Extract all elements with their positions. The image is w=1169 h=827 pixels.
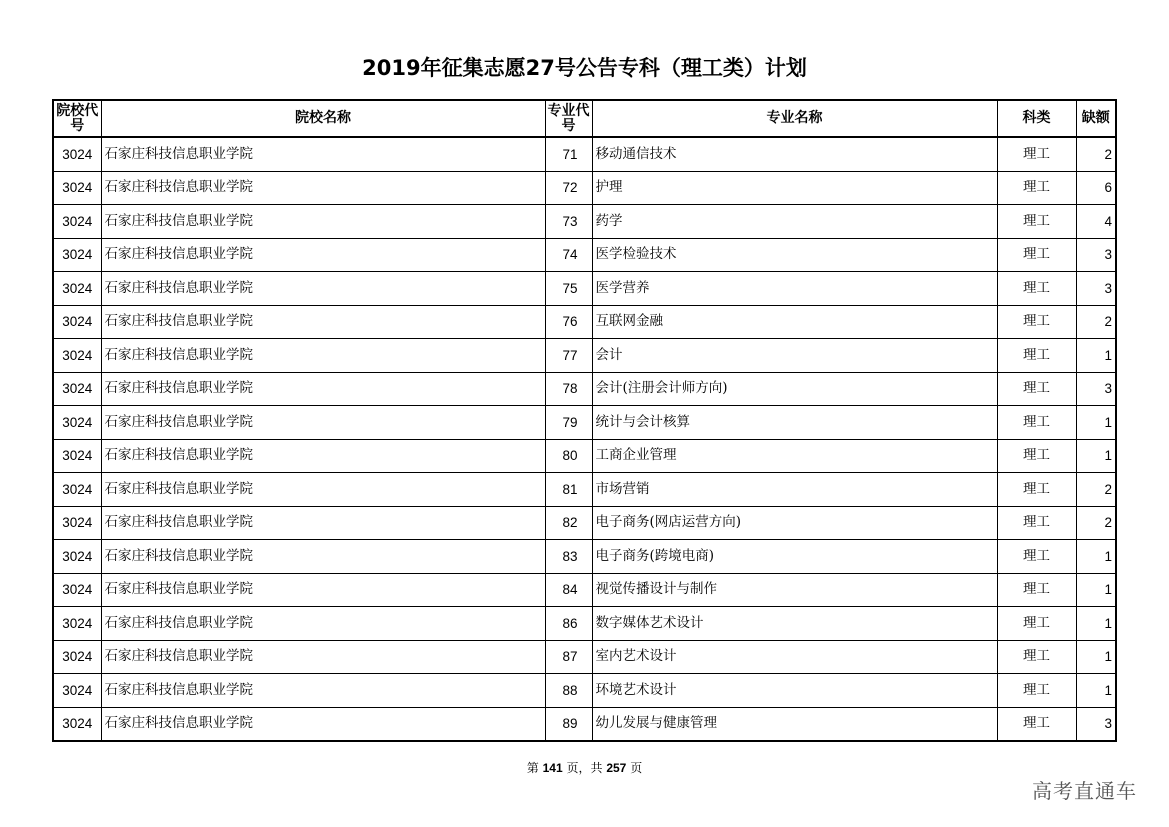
cell-school-code: 3024 [53, 573, 101, 607]
cell-major-name: 统计与会计核算 [592, 406, 997, 440]
cell-major-code: 84 [545, 573, 592, 607]
cell-school-code: 3024 [53, 137, 101, 171]
cell-school-code: 3024 [53, 506, 101, 540]
cell-category: 理工 [997, 607, 1076, 641]
cell-category: 理工 [997, 238, 1076, 272]
cell-major-code: 87 [545, 640, 592, 674]
cell-major-code: 86 [545, 607, 592, 641]
cell-category: 理工 [997, 406, 1076, 440]
cell-vacancy: 4 [1076, 205, 1116, 239]
footer-page-number: 141 [542, 761, 563, 775]
cell-major-name: 数字媒体艺术设计 [592, 607, 997, 641]
cell-major-name: 会计 [592, 339, 997, 373]
table-row [53, 238, 1116, 272]
cell-school-code: 3024 [53, 372, 101, 406]
header-major-code: 专业代号 [545, 100, 592, 137]
table-row [53, 707, 1116, 741]
cell-category: 理工 [997, 674, 1076, 708]
cell-school-code: 3024 [53, 674, 101, 708]
cell-school-name: 石家庄科技信息职业学院 [101, 707, 545, 741]
cell-school-name: 石家庄科技信息职业学院 [101, 305, 545, 339]
cell-category: 理工 [997, 473, 1076, 507]
cell-school-code: 3024 [53, 305, 101, 339]
cell-major-name: 移动通信技术 [592, 137, 997, 171]
cell-school-name: 石家庄科技信息职业学院 [101, 272, 545, 306]
table-row [53, 372, 1116, 406]
cell-major-name: 室内艺术设计 [592, 640, 997, 674]
page-title: 2019年征集志愿27号公告专科（理工类）计划 [362, 56, 807, 80]
watermark: 高考直通车 [1032, 779, 1137, 803]
cell-category: 理工 [997, 640, 1076, 674]
cell-school-name: 石家庄科技信息职业学院 [101, 372, 545, 406]
cell-major-name: 会计(注册会计师方向) [592, 372, 997, 406]
cell-category: 理工 [997, 372, 1076, 406]
cell-school-code: 3024 [53, 406, 101, 440]
cell-category: 理工 [997, 137, 1076, 171]
cell-category: 理工 [997, 272, 1076, 306]
cell-category: 理工 [997, 171, 1076, 205]
table-row [53, 540, 1116, 574]
cell-school-name: 石家庄科技信息职业学院 [101, 205, 545, 239]
cell-school-name: 石家庄科技信息职业学院 [101, 674, 545, 708]
cell-major-name: 电子商务(网店运营方向) [592, 506, 997, 540]
cell-school-name: 石家庄科技信息职业学院 [101, 238, 545, 272]
table-row [53, 406, 1116, 440]
cell-major-code: 82 [545, 506, 592, 540]
table-row [53, 305, 1116, 339]
cell-vacancy: 2 [1076, 137, 1116, 171]
cell-vacancy: 2 [1076, 506, 1116, 540]
cell-school-code: 3024 [53, 171, 101, 205]
cell-school-code: 3024 [53, 439, 101, 473]
cell-school-name: 石家庄科技信息职业学院 [101, 607, 545, 641]
cell-category: 理工 [997, 439, 1076, 473]
cell-vacancy: 1 [1076, 540, 1116, 574]
table-row [53, 506, 1116, 540]
cell-vacancy: 3 [1076, 238, 1116, 272]
cell-major-name: 医学检验技术 [592, 238, 997, 272]
cell-school-code: 3024 [53, 540, 101, 574]
cell-major-name: 视觉传播设计与制作 [592, 573, 997, 607]
cell-category: 理工 [997, 205, 1076, 239]
table-header-row [53, 100, 1116, 137]
cell-school-code: 3024 [53, 205, 101, 239]
cell-vacancy: 1 [1076, 339, 1116, 373]
cell-school-name: 石家庄科技信息职业学院 [101, 506, 545, 540]
plan-table [52, 99, 1117, 742]
cell-major-name: 幼儿发展与健康管理 [592, 707, 997, 741]
header-vacancy: 缺额 [1076, 100, 1116, 137]
cell-category: 理工 [997, 540, 1076, 574]
cell-school-name: 石家庄科技信息职业学院 [101, 339, 545, 373]
cell-major-code: 88 [545, 674, 592, 708]
cell-school-name: 石家庄科技信息职业学院 [101, 171, 545, 205]
cell-school-code: 3024 [53, 339, 101, 373]
cell-major-name: 护理 [592, 171, 997, 205]
cell-major-name: 医学营养 [592, 272, 997, 306]
cell-category: 理工 [997, 305, 1076, 339]
cell-major-code: 77 [545, 339, 592, 373]
cell-school-name: 石家庄科技信息职业学院 [101, 573, 545, 607]
cell-vacancy: 1 [1076, 406, 1116, 440]
page-footer [0, 759, 1169, 776]
cell-vacancy: 1 [1076, 573, 1116, 607]
cell-major-code: 74 [545, 238, 592, 272]
footer-total-pages: 257 [606, 761, 627, 775]
cell-category: 理工 [997, 573, 1076, 607]
footer-prefix: 第 [526, 761, 539, 775]
table-row [53, 674, 1116, 708]
cell-school-name: 石家庄科技信息职业学院 [101, 439, 545, 473]
cell-school-name: 石家庄科技信息职业学院 [101, 540, 545, 574]
cell-major-code: 81 [545, 473, 592, 507]
cell-vacancy: 1 [1076, 439, 1116, 473]
table-row [53, 171, 1116, 205]
cell-major-code: 72 [545, 171, 592, 205]
cell-major-name: 药学 [592, 205, 997, 239]
cell-school-name: 石家庄科技信息职业学院 [101, 406, 545, 440]
cell-major-code: 71 [545, 137, 592, 171]
cell-vacancy: 2 [1076, 473, 1116, 507]
cell-major-code: 76 [545, 305, 592, 339]
header-category: 科类 [997, 100, 1076, 137]
cell-major-code: 78 [545, 372, 592, 406]
table-row [53, 137, 1116, 171]
cell-major-name: 电子商务(跨境电商) [592, 540, 997, 574]
cell-school-code: 3024 [53, 473, 101, 507]
cell-school-name: 石家庄科技信息职业学院 [101, 137, 545, 171]
table-row [53, 473, 1116, 507]
table-row [53, 272, 1116, 306]
cell-vacancy: 3 [1076, 707, 1116, 741]
cell-school-code: 3024 [53, 607, 101, 641]
cell-category: 理工 [997, 506, 1076, 540]
cell-major-code: 83 [545, 540, 592, 574]
cell-major-code: 79 [545, 406, 592, 440]
cell-major-code: 89 [545, 707, 592, 741]
cell-major-code: 73 [545, 205, 592, 239]
cell-major-name: 环境艺术设计 [592, 674, 997, 708]
cell-major-code: 75 [545, 272, 592, 306]
cell-vacancy: 3 [1076, 272, 1116, 306]
cell-school-name: 石家庄科技信息职业学院 [101, 640, 545, 674]
footer-suffix: 页 [630, 761, 643, 775]
cell-vacancy: 6 [1076, 171, 1116, 205]
cell-vacancy: 1 [1076, 640, 1116, 674]
cell-vacancy: 3 [1076, 372, 1116, 406]
header-school-code: 院校代号 [53, 100, 101, 137]
table-row [53, 573, 1116, 607]
cell-school-code: 3024 [53, 640, 101, 674]
table-row [53, 439, 1116, 473]
table-row [53, 205, 1116, 239]
cell-school-code: 3024 [53, 238, 101, 272]
header-school-name: 院校名称 [101, 100, 545, 137]
table-row [53, 339, 1116, 373]
table-row [53, 640, 1116, 674]
cell-major-name: 市场营销 [592, 473, 997, 507]
cell-school-code: 3024 [53, 707, 101, 741]
cell-vacancy: 2 [1076, 305, 1116, 339]
table-row [53, 607, 1116, 641]
cell-vacancy: 1 [1076, 607, 1116, 641]
cell-school-code: 3024 [53, 272, 101, 306]
header-major-name: 专业名称 [592, 100, 997, 137]
cell-major-code: 80 [545, 439, 592, 473]
footer-middle: 页，共 [566, 761, 603, 775]
cell-category: 理工 [997, 339, 1076, 373]
cell-vacancy: 1 [1076, 674, 1116, 708]
cell-school-name: 石家庄科技信息职业学院 [101, 473, 545, 507]
cell-category: 理工 [997, 707, 1076, 741]
cell-major-name: 工商企业管理 [592, 439, 997, 473]
cell-major-name: 互联网金融 [592, 305, 997, 339]
